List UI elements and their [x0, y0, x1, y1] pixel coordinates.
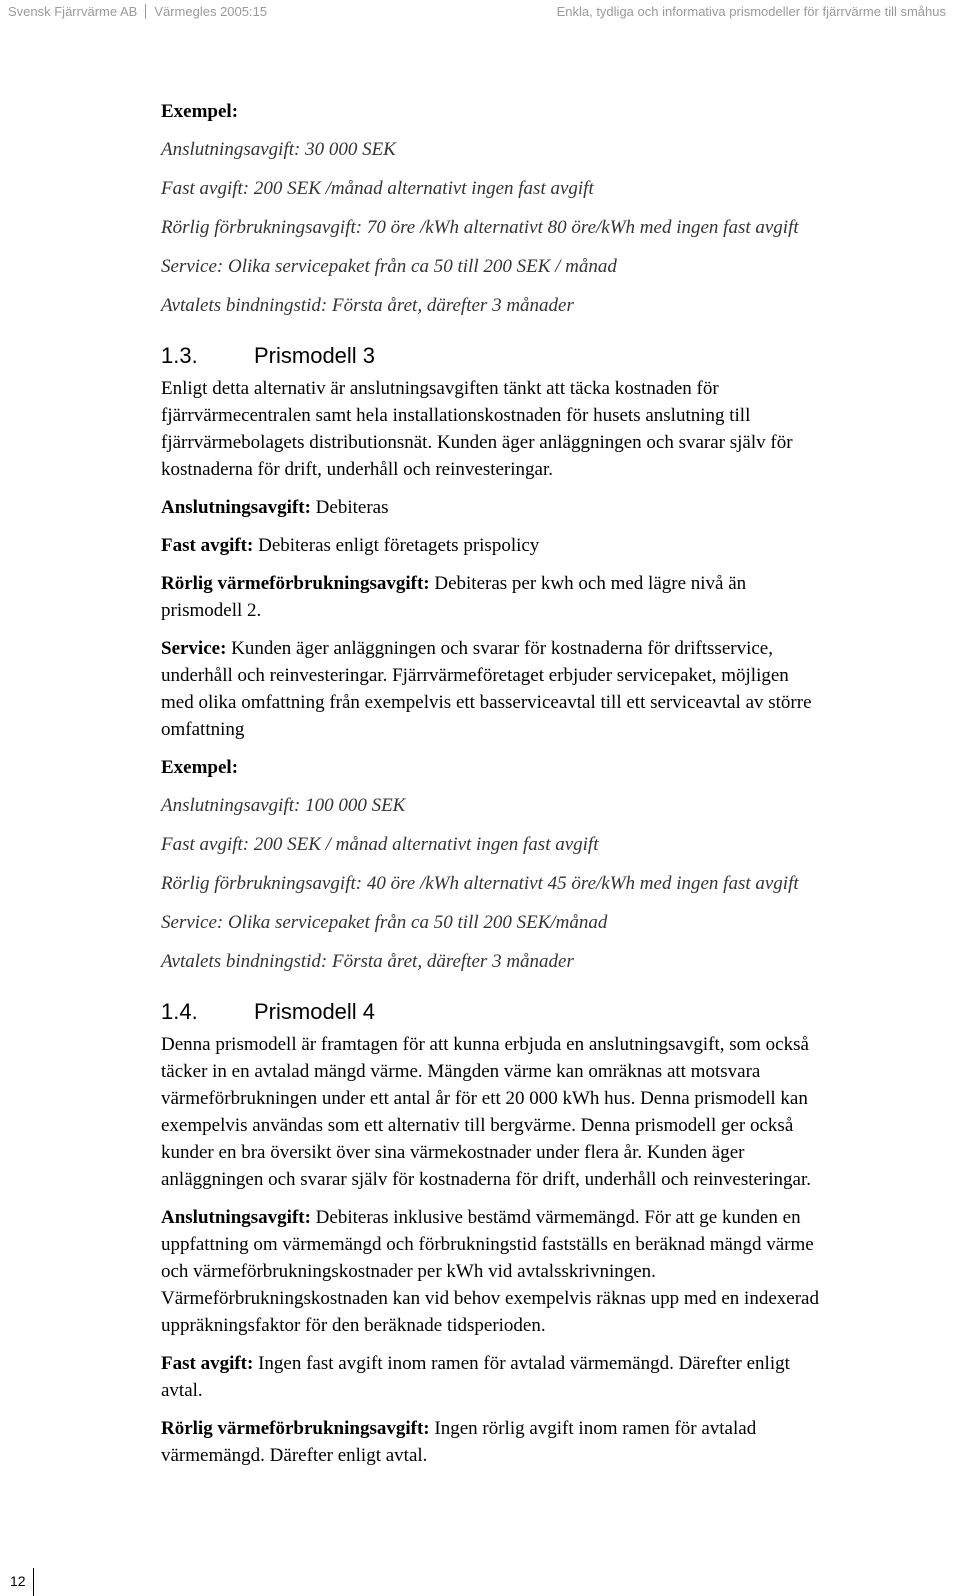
- page-header: [0, 0, 960, 26]
- example-line: Fast avgift: 200 SEK / månad alternativt ingen fast avgift: [161, 834, 599, 855]
- section-number: 1.3.: [161, 343, 198, 368]
- fee-item-variable: [161, 1415, 946, 1469]
- fee-text: underhåll och reinvesteringar. Fjärrvärmeföretaget erbjuder servicepaket, möjligen: [161, 665, 789, 686]
- example-line: Avtalets bindningstid: Första året, därefter 3 månader: [161, 951, 574, 972]
- fee-text: Debiteras per kwh och med lägre nivå än: [429, 573, 747, 594]
- header-document-title: Enkla, tydliga och informativa prismodeller för fjärrvärme till småhus: [556, 4, 946, 19]
- section-intro-paragraph: [161, 1031, 946, 1193]
- fee-item-fixed: [161, 1350, 946, 1404]
- section-heading-1-4: [161, 997, 946, 1027]
- text-line: kunder en bra översikt över sina värmekostnader under flera år. Kunden äger: [161, 1142, 745, 1163]
- document-body: [161, 98, 946, 1480]
- fee-item-connection: [161, 1204, 946, 1339]
- header-series: Värmegles 2005:15: [154, 4, 268, 19]
- fee-text: Debiteras: [310, 497, 389, 518]
- text-line: fjärrvärmebolagets distributionsnät. Kunden äger anläggningen och svarar själv för: [161, 432, 793, 453]
- fee-text: Kunden äger anläggningen och svarar för kostnaderna för driftsservice,: [226, 638, 773, 659]
- example-line: Avtalets bindningstid: Första året, därefter 3 månader: [161, 295, 574, 316]
- fee-text: Debiteras inklusive bestämd värmemängd. För att ge kunden en: [310, 1207, 801, 1228]
- fee-label: Rörlig värmeförbrukningsavgift:: [161, 1418, 430, 1439]
- fee-text: värmemängd. Därefter enligt avtal.: [161, 1445, 428, 1466]
- header-divider: [145, 4, 146, 19]
- example-line: Rörlig förbrukningsavgift: 40 öre /kWh alternativt 45 öre/kWh med ingen fast avgift: [161, 873, 799, 894]
- fee-label: Anslutningsavgift:: [161, 497, 311, 518]
- text-line: kostnaderna för drift, underhåll och reinvesteringar.: [161, 459, 553, 480]
- text-line: täcker in en avtalad mängd värme. Mängden värme kan omräknas att motsvara: [161, 1061, 761, 1082]
- fee-label: Service:: [161, 638, 227, 659]
- page-number: 12: [10, 1573, 26, 1589]
- section-title: Prismodell 3: [254, 343, 376, 368]
- header-company: Svensk Fjärrvärme AB: [8, 4, 138, 19]
- fee-text: Ingen fast avgift inom ramen för avtalad värmemängd. Därefter enligt: [253, 1353, 790, 1374]
- example-heading: Exempel:: [161, 101, 239, 122]
- fee-item-fixed: [161, 532, 946, 559]
- example-line: Anslutningsavgift: 30 000 SEK: [161, 139, 396, 160]
- fee-text: och värmeförbrukningskostnader per kWh vid avtalsskrivningen.: [161, 1261, 656, 1282]
- example-block-2: [161, 754, 946, 975]
- section-intro-paragraph: [161, 375, 946, 483]
- example-line: Service: Olika servicepaket från ca 50 till 200 SEK/månad: [161, 912, 608, 933]
- fee-item-connection: [161, 494, 946, 521]
- fee-label: Fast avgift:: [161, 535, 254, 556]
- fee-label: Fast avgift:: [161, 1353, 254, 1374]
- fee-text: uppfattning om värmemängd och förbrukningstid fastställs en beräknad mängd värme: [161, 1234, 814, 1255]
- example-line: Fast avgift: 200 SEK /månad alternativt ingen fast avgift: [161, 178, 594, 199]
- text-line: exempelvis användas som ett alternativ till bergvärme. Denna prismodell ger också: [161, 1115, 794, 1136]
- example-line: Service: Olika servicepaket från ca 50 till 200 SEK / månad: [161, 256, 617, 277]
- fee-text: prismodell 2.: [161, 600, 262, 621]
- text-line: värmeförbrukningen under ett antal år för ett 20 000 kWh hus. Denna prismodell kan: [161, 1088, 808, 1109]
- section-title: Prismodell 4: [254, 999, 376, 1024]
- example-heading: Exempel:: [161, 757, 239, 778]
- example-line: Anslutningsavgift: 100 000 SEK: [161, 795, 406, 816]
- fee-text: uppräkningsfaktor för den beräknade tidsperioden.: [161, 1315, 546, 1336]
- fee-text: avtal.: [161, 1380, 203, 1401]
- fee-text: med olika omfattning från exempelvis ett basserviceavtal till ett serviceavtal av större: [161, 692, 812, 713]
- fee-item-variable: [161, 570, 946, 624]
- text-line: Denna prismodell är framtagen för att kunna erbjuda en anslutningsavgift, som också: [161, 1034, 809, 1055]
- text-line: anläggningen och svarar själv för kostnaderna för drift, underhåll och reinvesteringar.: [161, 1169, 811, 1190]
- text-line: fjärrvärmecentralen samt hela installationskostnaden för husets anslutning till: [161, 405, 751, 426]
- example-line: Rörlig förbrukningsavgift: 70 öre /kWh alternativt 80 öre/kWh med ingen fast avgift: [161, 217, 799, 238]
- page-footer: [0, 1566, 60, 1596]
- text-line: Enligt detta alternativ är anslutningsavgiften tänkt att täcka kostnaden för: [161, 378, 719, 399]
- fee-label: Anslutningsavgift:: [161, 1207, 311, 1228]
- section-heading-1-3: [161, 341, 946, 371]
- header-left: [8, 4, 267, 19]
- fee-text: omfattning: [161, 719, 245, 740]
- example-block-1: [161, 98, 946, 319]
- fee-label: Rörlig värmeförbrukningsavgift:: [161, 573, 430, 594]
- fee-text: Debiteras enligt företagets prispolicy: [253, 535, 540, 556]
- fee-text: Värmeförbrukningskostnaden kan vid behov exempelvis räknas upp med en indexerad: [161, 1288, 819, 1309]
- footer-divider: [33, 1568, 34, 1596]
- fee-item-service: [161, 635, 946, 743]
- section-number: 1.4.: [161, 999, 198, 1024]
- fee-text: Ingen rörlig avgift inom ramen för avtalad: [429, 1418, 757, 1439]
